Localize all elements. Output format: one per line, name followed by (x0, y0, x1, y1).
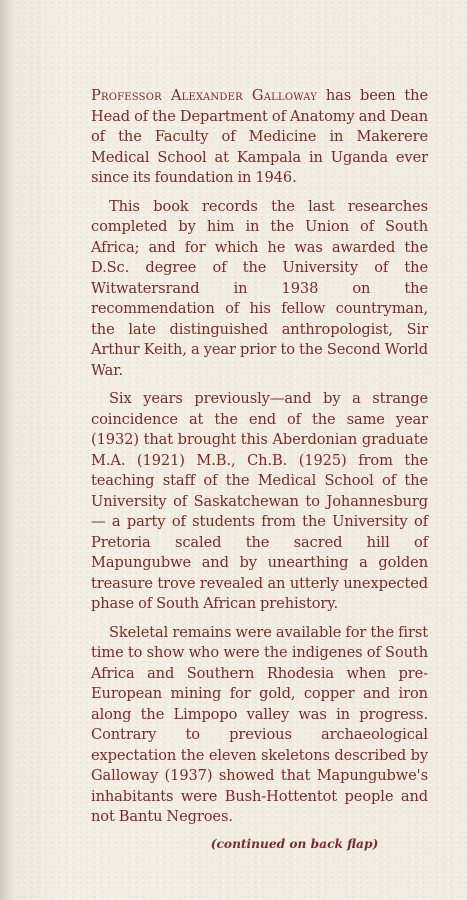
paragraph-1-text: has been the Head of the Department of Anatomy and Dean of the Faculty of Medicine in Makerere Medical School at Kampala in Uganda ever since its foundation in 1946. (91, 87, 428, 186)
paragraph-author-intro (91, 86, 428, 189)
continued-on-back-flap-note: (continued on back flap) (210, 836, 379, 851)
paragraph-skeletal-remains: Skeletal remains were available for the first time to show who were the indigenes of South Africa and Southern Rhodesia when pre-European mining for gold, copper and iron along the Limpopo valley was in progress. Contrary to previous archaeological expectation the eleven skeletons described by Galloway (1937) showed that Mapungubwe's inhabitants were Bush-Hottentot people and not Bantu Negroes. (91, 623, 428, 825)
paragraph-mapungubwe-discovery: Six years previously—and by a strange coincidence at the end of the same year (1932) that brought this Aberdonian graduate M.A. (1921) M.B., Ch.B. (1925) from the teaching staff of the Medical School of the University of Saskatchewan to Johannesburg — a party of students from the University of Pretoria scaled the sacred hill of Mapungubwe and by unearthing a golden treasure trove revealed an utterly unexpected phase of South African prehistory. (91, 390, 428, 612)
spine-edge (0, 0, 14, 900)
author-name: Professor Alexander Galloway (91, 87, 318, 104)
paragraph-book-records: This book records the last researches completed by him in the Union of South Africa; and for which he was awarded the D.Sc. degree of the University of the Witwatersrand in 1938 on the recommendation of his fellow countryman, the late distinguished anthropologist, Sir Arthur Keith, a year prior to the Second World War. (91, 197, 428, 379)
dust-jacket-flap-text (91, 86, 428, 852)
